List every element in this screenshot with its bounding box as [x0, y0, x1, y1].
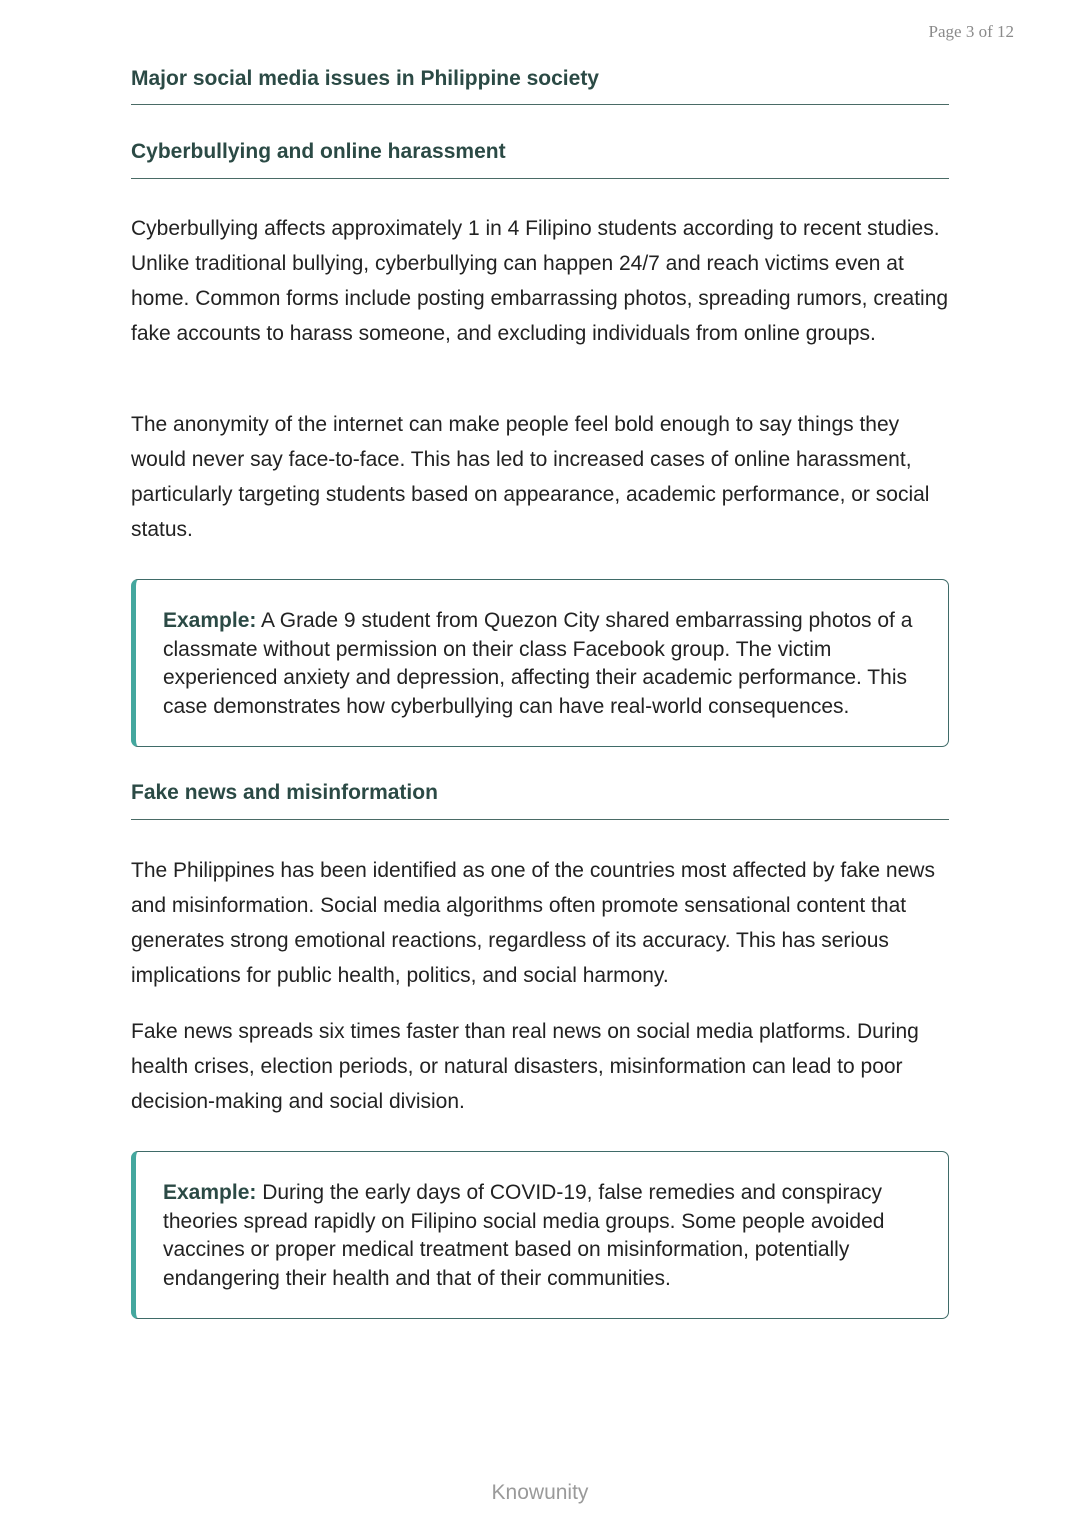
example-label: Example:: [163, 609, 257, 632]
paragraph: The Philippines has been identified as one of the countries most affected by fake news and misinformation. Social media algorithms often promote sensational content that generates strong emotional reactions, regardless of its accuracy. This has serious implications for public health, politics, and social harmony.: [131, 859, 935, 987]
footer-watermark: Knowunity: [491, 1481, 589, 1504]
section-heading-fake-news: Fake news and misinformation: [131, 780, 949, 820]
page-number: Page 3 of 12: [928, 22, 1014, 41]
example-box-cyberbullying: [131, 579, 949, 747]
example-label: Example:: [163, 1181, 257, 1204]
example-box-fake-news: [131, 1151, 949, 1319]
paragraph: Fake news spreads six times faster than real news on social media platforms. During health crises, election periods, or natural disasters, misinformation can lead to poor decision-making and social division.: [131, 1020, 919, 1113]
example-text: During the early days of COVID-19, false remedies and conspiracy theories spread rapidly on Filipino social media groups. Some people avoided vaccines or proper medical treatment based on misinformation, potentially endangering their health and that of their communities.: [163, 1181, 885, 1290]
example-text: A Grade 9 student from Quezon City shared embarrassing photos of a classmate without permission on their class Facebook group. The victim experienced anxiety and depression, affecting their academic performance. This case demonstrates how cyberbullying can have real-world consequences.: [163, 609, 913, 718]
section-heading-cyberbullying: Cyberbullying and online harassment: [131, 139, 949, 179]
paragraph: Cyberbullying affects approximately 1 in 4 Filipino students according to recent studies. Unlike traditional bullying, cyberbullying can happen 24/7 and reach victims even at home. Common forms include posting embarrassing photos, spreading rumors, creating fake accounts to harass someone, and excluding individuals from online groups.: [131, 217, 949, 345]
paragraph: The anonymity of the internet can make people feel bold enough to say things they would never say face-to-face. This has led to increased cases of online harassment, particularly targeting students based on appearance, academic performance, or social status.: [131, 413, 930, 541]
main-heading: Major social media issues in Philippine society: [131, 66, 949, 105]
